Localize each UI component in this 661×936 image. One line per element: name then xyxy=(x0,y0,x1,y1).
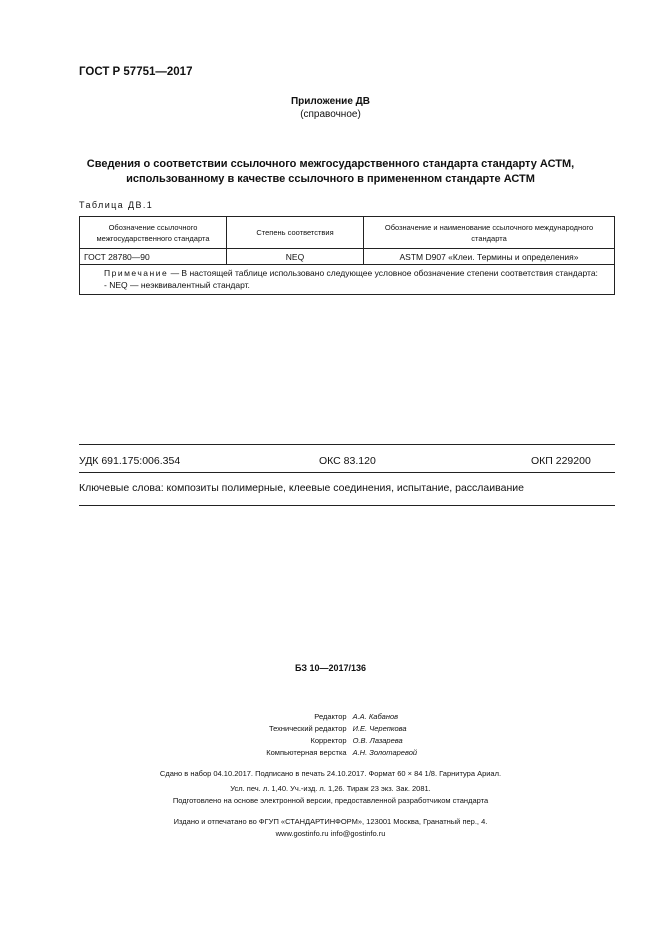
keywords: Ключевые слова: композиты полимерные, клеевые соединения, испытание, расслаивание xyxy=(79,482,524,494)
credits-block xyxy=(180,711,480,759)
divider xyxy=(79,472,615,473)
credit-name: И.Е. Черепкова xyxy=(352,724,407,733)
header-cell: Степень соответствия xyxy=(227,217,364,249)
print-details: Сдано в набор 04.10.2017. Подписано в печать 24.10.2017. Формат 60 × 84 1/8. Гарнитура Ариал. xyxy=(159,769,502,778)
credit-label: Компьютерная верстка xyxy=(266,748,347,757)
credit-name: О.В. Лазарева xyxy=(352,736,403,745)
credit-label: Корректор xyxy=(310,736,347,745)
table-cell: ASTM D907 «Клеи. Термины и определения» xyxy=(364,249,615,265)
section-heading-line2: использованному в качестве ссылочного в примененном стандарте АСТМ xyxy=(126,173,535,185)
udk-code: УДК 691.175:006.354 xyxy=(79,455,181,467)
note-text: — В настоящей таблице использовано следующее условное обозначение степени соответствия стандарта: xyxy=(168,268,598,278)
credit-label: Редактор xyxy=(314,712,347,721)
table-caption: Таблица ДВ.1 xyxy=(79,200,154,210)
document-code: ГОСТ Р 57751—2017 xyxy=(79,66,193,78)
credit-name: А.А. Кабанов xyxy=(352,712,399,721)
print-volume: Усл. печ. л. 1,40. Уч.-изд. л. 1,26. Тираж 23 экз. Зак. 2081. xyxy=(230,784,431,793)
publisher-info: Издано и отпечатано во ФГУП «СТАНДАРТИНФОРМ», 123001 Москва, Гранатный пер., 4. xyxy=(173,817,488,826)
section-heading-line1: Сведения о соответствии ссылочного межгосударственного стандарта стандарту АСТМ, xyxy=(86,158,575,170)
bz-number: БЗ 10—2017/136 xyxy=(294,663,367,673)
note-label: Примечание xyxy=(104,268,169,278)
credit-name: А.Н. Золотаревой xyxy=(352,748,418,757)
appendix-title: Приложение ДВ xyxy=(290,96,371,107)
section-heading xyxy=(60,157,601,187)
credit-row xyxy=(180,735,480,747)
appendix-subtitle: (справочное) xyxy=(300,109,361,120)
credit-row xyxy=(180,711,480,723)
okp-code: ОКП 229200 xyxy=(531,455,591,467)
header-cell: Обозначение и наименование ссылочного международного стандарта xyxy=(364,217,615,249)
correspondence-table xyxy=(79,216,615,295)
table-note-row xyxy=(80,265,615,295)
table-note xyxy=(80,265,615,295)
prepared-note: Подготовлено на основе электронной версии, предоставленной разработчиком стандарта xyxy=(172,796,489,805)
table-row xyxy=(80,249,615,265)
table-cell: NEQ xyxy=(227,249,364,265)
divider xyxy=(79,505,615,506)
credit-label: Технический редактор xyxy=(268,724,347,733)
table-header-row xyxy=(80,217,615,249)
oks-code: ОКС 83.120 xyxy=(319,455,376,467)
credit-row xyxy=(180,723,480,735)
header-cell: Обозначение ссылочного межгосударственного стандарта xyxy=(80,217,227,249)
note-item: - NEQ — неэквивалентный стандарт. xyxy=(104,280,250,290)
table-cell: ГОСТ 28780—90 xyxy=(80,249,227,265)
divider xyxy=(79,444,615,445)
publisher-contacts: www.gostinfo.ru info@gostinfo.ru xyxy=(275,829,386,838)
credit-row xyxy=(180,747,480,759)
